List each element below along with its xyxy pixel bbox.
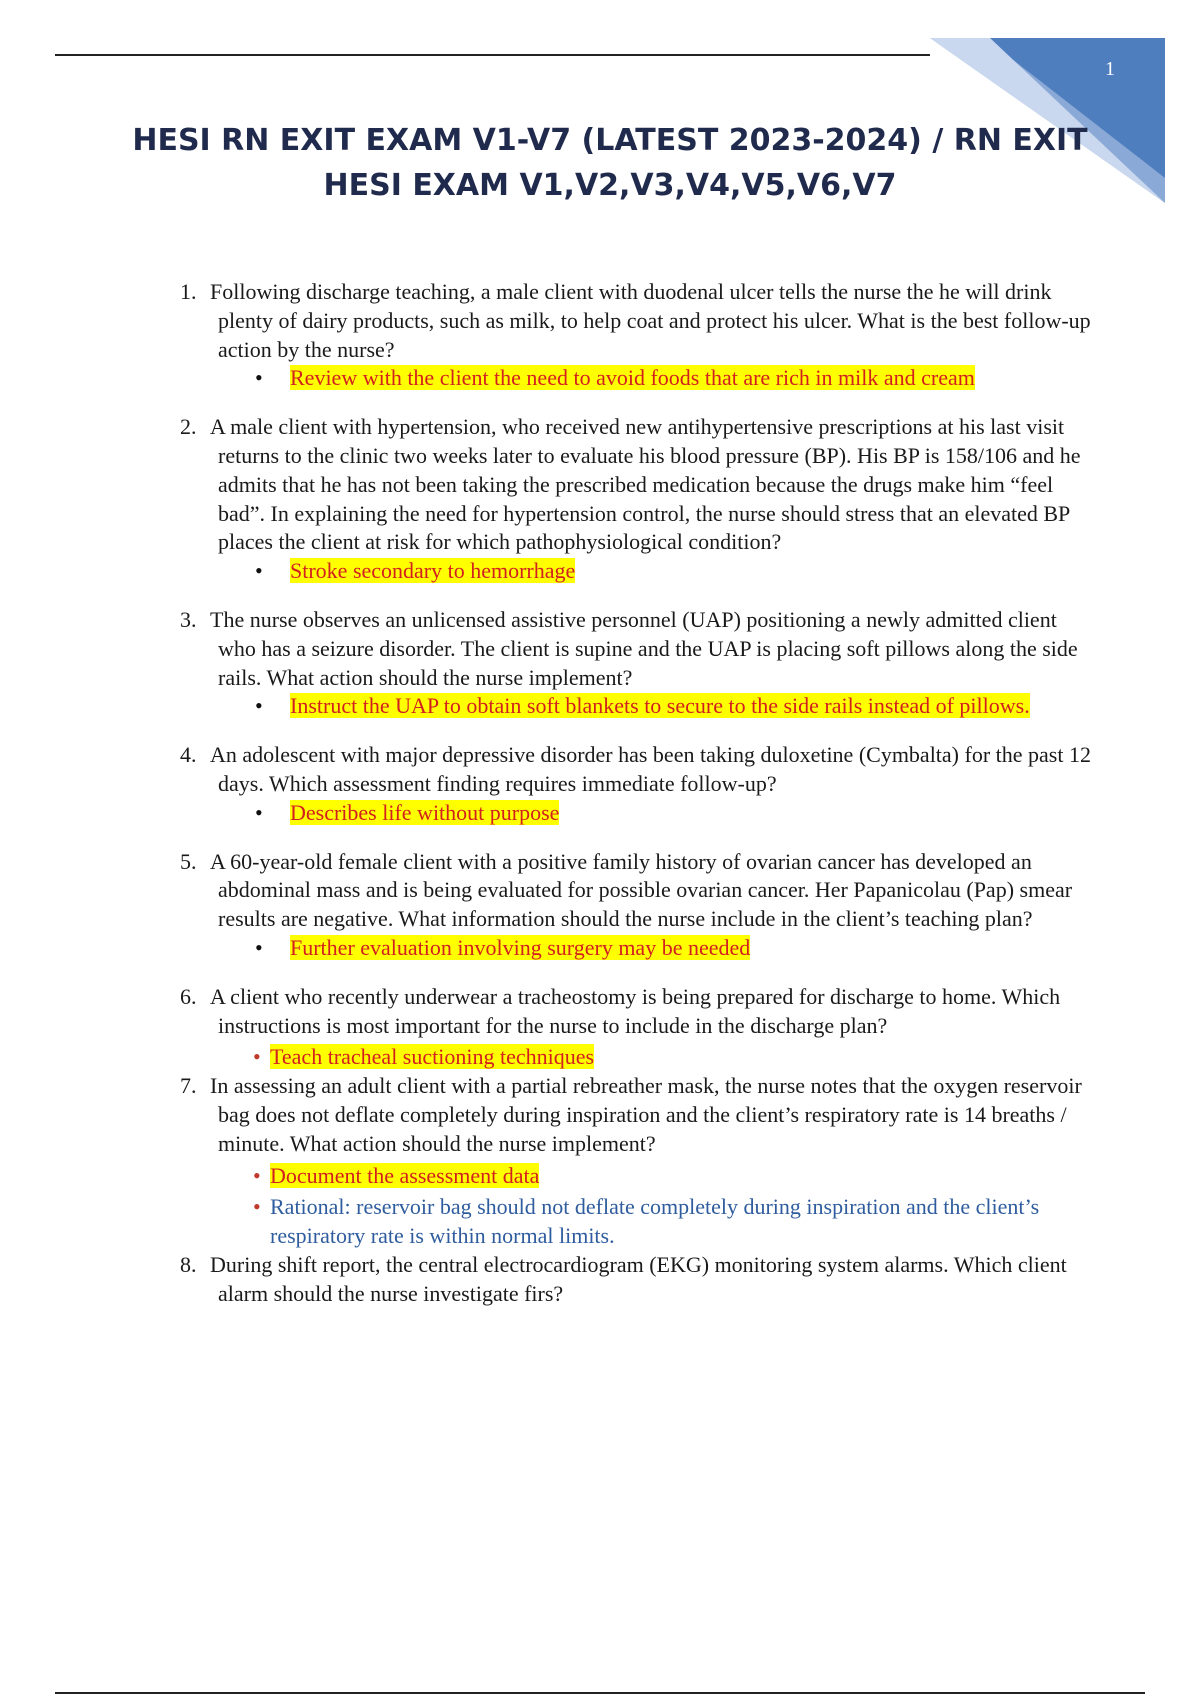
answer-item: [180, 692, 1100, 721]
document-title: HESI RN EXIT EXAM V1-V7 (LATEST 2023-2024) / RN EXIT HESI EXAM V1,V2,V3,V4,V5,V6,V7: [132, 123, 1088, 203]
footer-rule: [55, 1692, 1145, 1694]
bullet-icon: •: [255, 799, 263, 825]
question-number: 3.: [180, 606, 197, 632]
rationale-item: [180, 1193, 1100, 1251]
question-text: [180, 741, 1100, 799]
answer-text: Teach tracheal suctioning techniques: [270, 1044, 595, 1070]
answer-item: [180, 934, 1100, 963]
answer-list: [180, 364, 1100, 393]
question-3: [180, 606, 1100, 721]
question-6: [180, 983, 1100, 1072]
answer-item: [180, 557, 1100, 586]
question-number: 2.: [180, 414, 197, 440]
question-1: [180, 278, 1100, 393]
question-text: [180, 606, 1100, 692]
question-7: [180, 1072, 1100, 1251]
question-8: [180, 1251, 1100, 1309]
question-text: [180, 278, 1100, 364]
bullet-icon: •: [255, 365, 263, 391]
question-body: The nurse observes an unlicensed assistive personnel (UAP) positioning a newly admitted client who has a seizure disorder. The client is supine and the UAP is placing soft pillows along the side rails. What action should the nurse implement?: [210, 606, 1078, 690]
question-number: 5.: [180, 848, 197, 874]
question-number: 7.: [180, 1073, 197, 1099]
question-text: [180, 413, 1100, 557]
rationale-text: Rational: reservoir bag should not deflate completely during inspiration and the client’s respiratory rate is within normal limits.: [270, 1194, 1040, 1249]
answer-item: [180, 1043, 1100, 1072]
question-list: [180, 278, 1100, 1329]
answer-text: Further evaluation involving surgery may be needed: [290, 934, 751, 960]
page-number: 1: [1105, 58, 1115, 80]
question-body: An adolescent with major depressive disorder has been taking duloxetine (Cymbalta) for the past 12 days. Which assessment finding requires immediate follow-up?: [210, 742, 1091, 796]
question-body: During shift report, the central electrocardiogram (EKG) monitoring system alarms. Which client alarm should the nurse investigate firs?: [210, 1251, 1067, 1306]
question-text: [180, 1072, 1100, 1158]
answer-text: Review with the client the need to avoid foods that are rich in milk and cream: [290, 365, 975, 391]
question-number: 1.: [180, 279, 197, 304]
bullet-icon: •: [253, 1194, 261, 1220]
bullet-icon: •: [253, 1044, 261, 1070]
answer-item: [180, 1162, 1100, 1191]
bullet-icon: •: [255, 693, 263, 719]
answer-text: Instruct the UAP to obtain soft blankets to secure to the side rails instead of pillows.: [290, 693, 1030, 719]
question-number: 4.: [180, 742, 197, 768]
question-text: [180, 848, 1100, 934]
question-number: 8.: [180, 1251, 197, 1277]
answer-item: [180, 364, 1100, 393]
question-body: A client who recently underwear a tracheostomy is being prepared for discharge to home. Which instructions is most important for the nurse to include in the discharge plan?: [210, 983, 1061, 1038]
answer-text: Describes life without purpose: [290, 799, 560, 825]
question-text: [180, 1251, 1100, 1309]
answer-list: [180, 799, 1100, 828]
bullet-icon: •: [255, 558, 263, 584]
bullet-icon: •: [253, 1162, 261, 1188]
answer-text: Document the assessment data: [270, 1162, 540, 1188]
question-body: A male client with hypertension, who received new antihypertensive prescriptions at his last visit returns to the clinic two weeks later to evaluate his blood pressure (BP). His BP is 158/106 and he admits that he has not been taking the prescribed medication because the drugs make him “feel bad”. In explaining the need for hypertension control, the nurse should stress that an elevated BP places the client at risk for which pathophysiological condition?: [210, 414, 1081, 555]
bullet-icon: •: [255, 934, 263, 960]
answer-list: [180, 1043, 1100, 1072]
question-2: [180, 413, 1100, 586]
question-number: 6.: [180, 983, 197, 1009]
header-rule: [55, 54, 930, 56]
question-5: [180, 848, 1100, 963]
answer-list: [180, 1162, 1100, 1251]
answer-text: Stroke secondary to hemorrhage: [290, 558, 576, 584]
answer-list: [180, 692, 1100, 721]
question-body: In assessing an adult client with a partial rebreather mask, the nurse notes that the oxygen reservoir bag does not deflate completely during inspiration and the client’s respiratory rate is 14 breaths / minute. What action should the nurse implement?: [210, 1073, 1082, 1156]
answer-item: [180, 799, 1100, 828]
answer-list: [180, 934, 1100, 963]
question-4: [180, 741, 1100, 827]
question-body: Following discharge teaching, a male client with duodenal ulcer tells the nurse the he will drink plenty of dairy products, such as milk, to help coat and protect his ulcer. What is the best follow-up action by the nurse?: [210, 279, 1091, 362]
question-body: A 60-year-old female client with a positive family history of ovarian cancer has developed an abdominal mass and is being evaluated for possible ovarian cancer. Her Papanicolau (Pap) smear results are negative. What information should the nurse include in the client’s teaching plan?: [210, 848, 1073, 932]
answer-list: [180, 557, 1100, 586]
question-text: [180, 983, 1100, 1041]
